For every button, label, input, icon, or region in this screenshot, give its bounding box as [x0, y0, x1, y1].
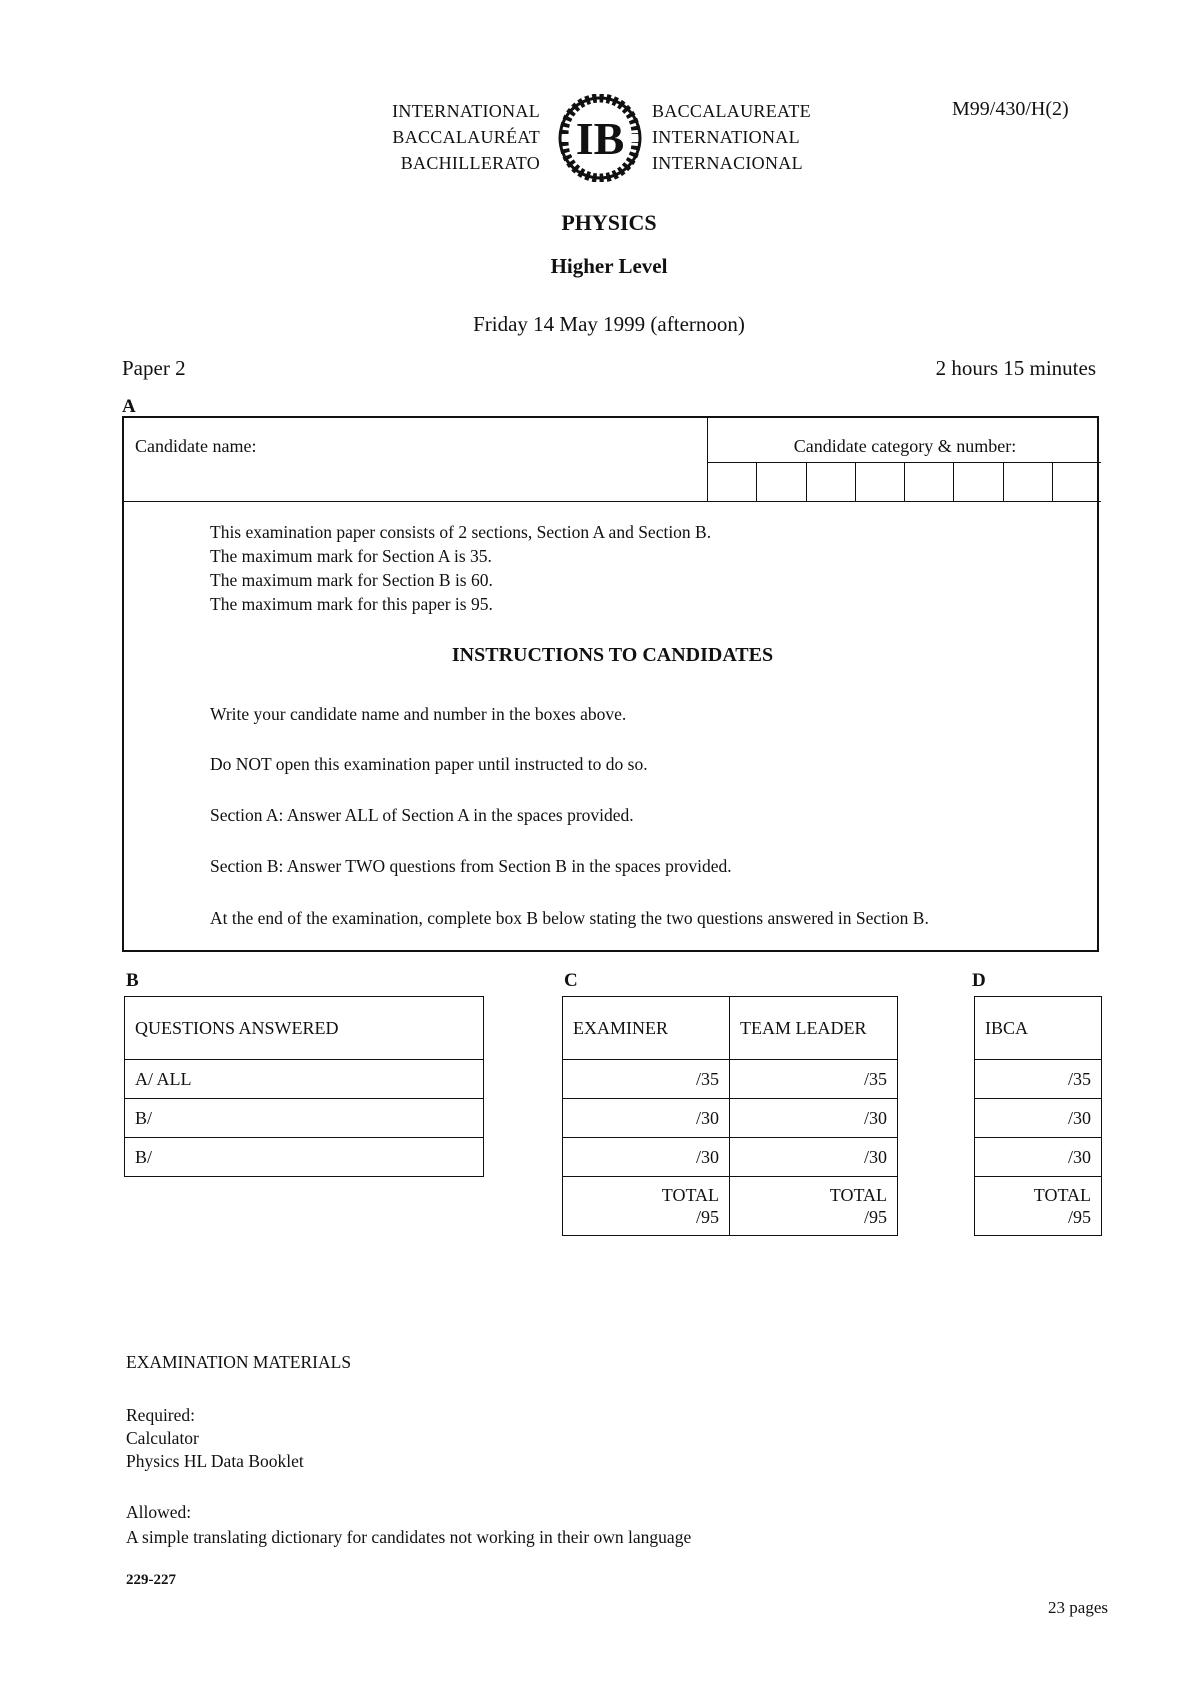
- box-c-table: [562, 996, 898, 1236]
- ibca-total-cell[interactable]: [975, 1177, 1102, 1236]
- box-d-table: [974, 996, 1102, 1236]
- instruction-line: Section A: Answer ALL of Section A in the spaces provided.: [210, 805, 634, 825]
- intro-line: The maximum mark for Section B is 60.: [210, 570, 493, 590]
- examiner-total-cell[interactable]: [563, 1177, 730, 1236]
- question-answered-cell[interactable]: B/: [125, 1099, 484, 1138]
- materials-title: EXAMINATION MATERIALS: [126, 1352, 352, 1372]
- header-line: BACCALAUREATE: [652, 101, 811, 121]
- total-max: /95: [695, 1207, 719, 1227]
- logo-text: IB: [575, 113, 625, 164]
- total-label: TOTAL: [661, 1185, 719, 1205]
- candidate-number-box[interactable]: [1004, 463, 1053, 501]
- examiner-mark-cell[interactable]: /35: [563, 1060, 730, 1099]
- candidate-number-boxes: [708, 462, 1101, 502]
- total-label: TOTAL: [1033, 1185, 1091, 1205]
- section-letter-a: A: [122, 396, 136, 417]
- allowed-item: A simple translating dictionary for candidates not working in their own language: [126, 1527, 692, 1547]
- examiner-header: EXAMINER: [563, 997, 730, 1060]
- team-leader-mark-cell[interactable]: /35: [730, 1060, 898, 1099]
- candidate-number-box[interactable]: [905, 463, 954, 501]
- question-answered-cell[interactable]: A/ ALL: [125, 1060, 484, 1099]
- allowed-materials: [126, 1500, 691, 1550]
- examiner-mark-cell[interactable]: /30: [563, 1138, 730, 1177]
- intro-line: The maximum mark for this paper is 95.: [210, 594, 493, 614]
- candidate-name-label: Candidate name:: [135, 436, 257, 456]
- candidate-number-box[interactable]: [856, 463, 905, 501]
- required-label: Required:: [126, 1405, 196, 1425]
- level-title: Higher Level: [550, 254, 668, 278]
- page-count: 23 pages: [1048, 1598, 1108, 1617]
- header-line: BACCALAURÉAT: [392, 127, 540, 147]
- subject-title: PHYSICS: [561, 210, 657, 235]
- required-materials: [126, 1404, 304, 1473]
- allowed-label: Allowed:: [126, 1502, 192, 1522]
- required-item: Calculator: [126, 1428, 199, 1448]
- candidate-number-box[interactable]: [708, 463, 757, 501]
- box-b-table: [124, 996, 484, 1177]
- candidate-number-label: Candidate category & number:: [793, 436, 1017, 456]
- candidate-number-box[interactable]: [757, 463, 806, 501]
- team-leader-mark-cell[interactable]: /30: [730, 1099, 898, 1138]
- header-line: BACHILLERATO: [400, 153, 540, 173]
- header-line: INTERNATIONAL: [652, 127, 800, 147]
- team-leader-header: TEAM LEADER: [730, 997, 898, 1060]
- reference-code: 229-227: [126, 1572, 176, 1588]
- ibca-header: IBCA: [975, 997, 1102, 1060]
- examiner-mark-cell[interactable]: /30: [563, 1099, 730, 1138]
- ibca-mark-cell[interactable]: /30: [975, 1138, 1102, 1177]
- total-max: /95: [1067, 1207, 1091, 1227]
- instruction-line: Write your candidate name and number in the boxes above.: [210, 704, 627, 724]
- section-letter-c: C: [564, 970, 578, 991]
- paper-code: M99/430/H(2): [952, 98, 1069, 120]
- paper-structure-intro: [210, 520, 711, 616]
- question-answered-cell[interactable]: B/: [125, 1138, 484, 1177]
- ibca-mark-cell[interactable]: /35: [975, 1060, 1102, 1099]
- box-a: [122, 416, 1099, 952]
- ibca-mark-cell[interactable]: /30: [975, 1099, 1102, 1138]
- team-leader-total-cell[interactable]: [730, 1177, 898, 1236]
- exam-duration: 2 hours 15 minutes: [935, 356, 1096, 380]
- total-max: /95: [863, 1207, 887, 1227]
- instruction-line: At the end of the examination, complete box B below stating the two questions answered in Section B.: [210, 908, 929, 928]
- intro-line: The maximum mark for Section A is 35.: [210, 546, 492, 566]
- total-label: TOTAL: [829, 1185, 887, 1205]
- header-left-block: [330, 98, 540, 176]
- ib-logo: [556, 94, 644, 182]
- paper-number: Paper 2: [122, 356, 186, 380]
- team-leader-mark-cell[interactable]: /30: [730, 1138, 898, 1177]
- section-letter-b: B: [126, 970, 139, 991]
- questions-answered-header: QUESTIONS ANSWERED: [125, 997, 484, 1060]
- instruction-line: Section B: Answer TWO questions from Section B in the spaces provided.: [210, 856, 732, 876]
- exam-date: Friday 14 May 1999 (afternoon): [473, 312, 745, 336]
- header-right-block: [652, 98, 892, 176]
- header-line: INTERNACIONAL: [652, 153, 803, 173]
- instruction-line: Do NOT open this examination paper until instructed to do so.: [210, 754, 648, 774]
- candidate-number-box[interactable]: [807, 463, 856, 501]
- candidate-number-box[interactable]: [954, 463, 1003, 501]
- section-letter-d: D: [972, 970, 986, 991]
- candidate-name-field[interactable]: [124, 418, 708, 502]
- candidate-number-box[interactable]: [1053, 463, 1101, 501]
- required-item: Physics HL Data Booklet: [126, 1451, 304, 1471]
- header-line: INTERNATIONAL: [392, 101, 540, 121]
- instructions-title: INSTRUCTIONS TO CANDIDATES: [451, 644, 774, 666]
- intro-line: This examination paper consists of 2 sections, Section A and Section B.: [210, 522, 712, 542]
